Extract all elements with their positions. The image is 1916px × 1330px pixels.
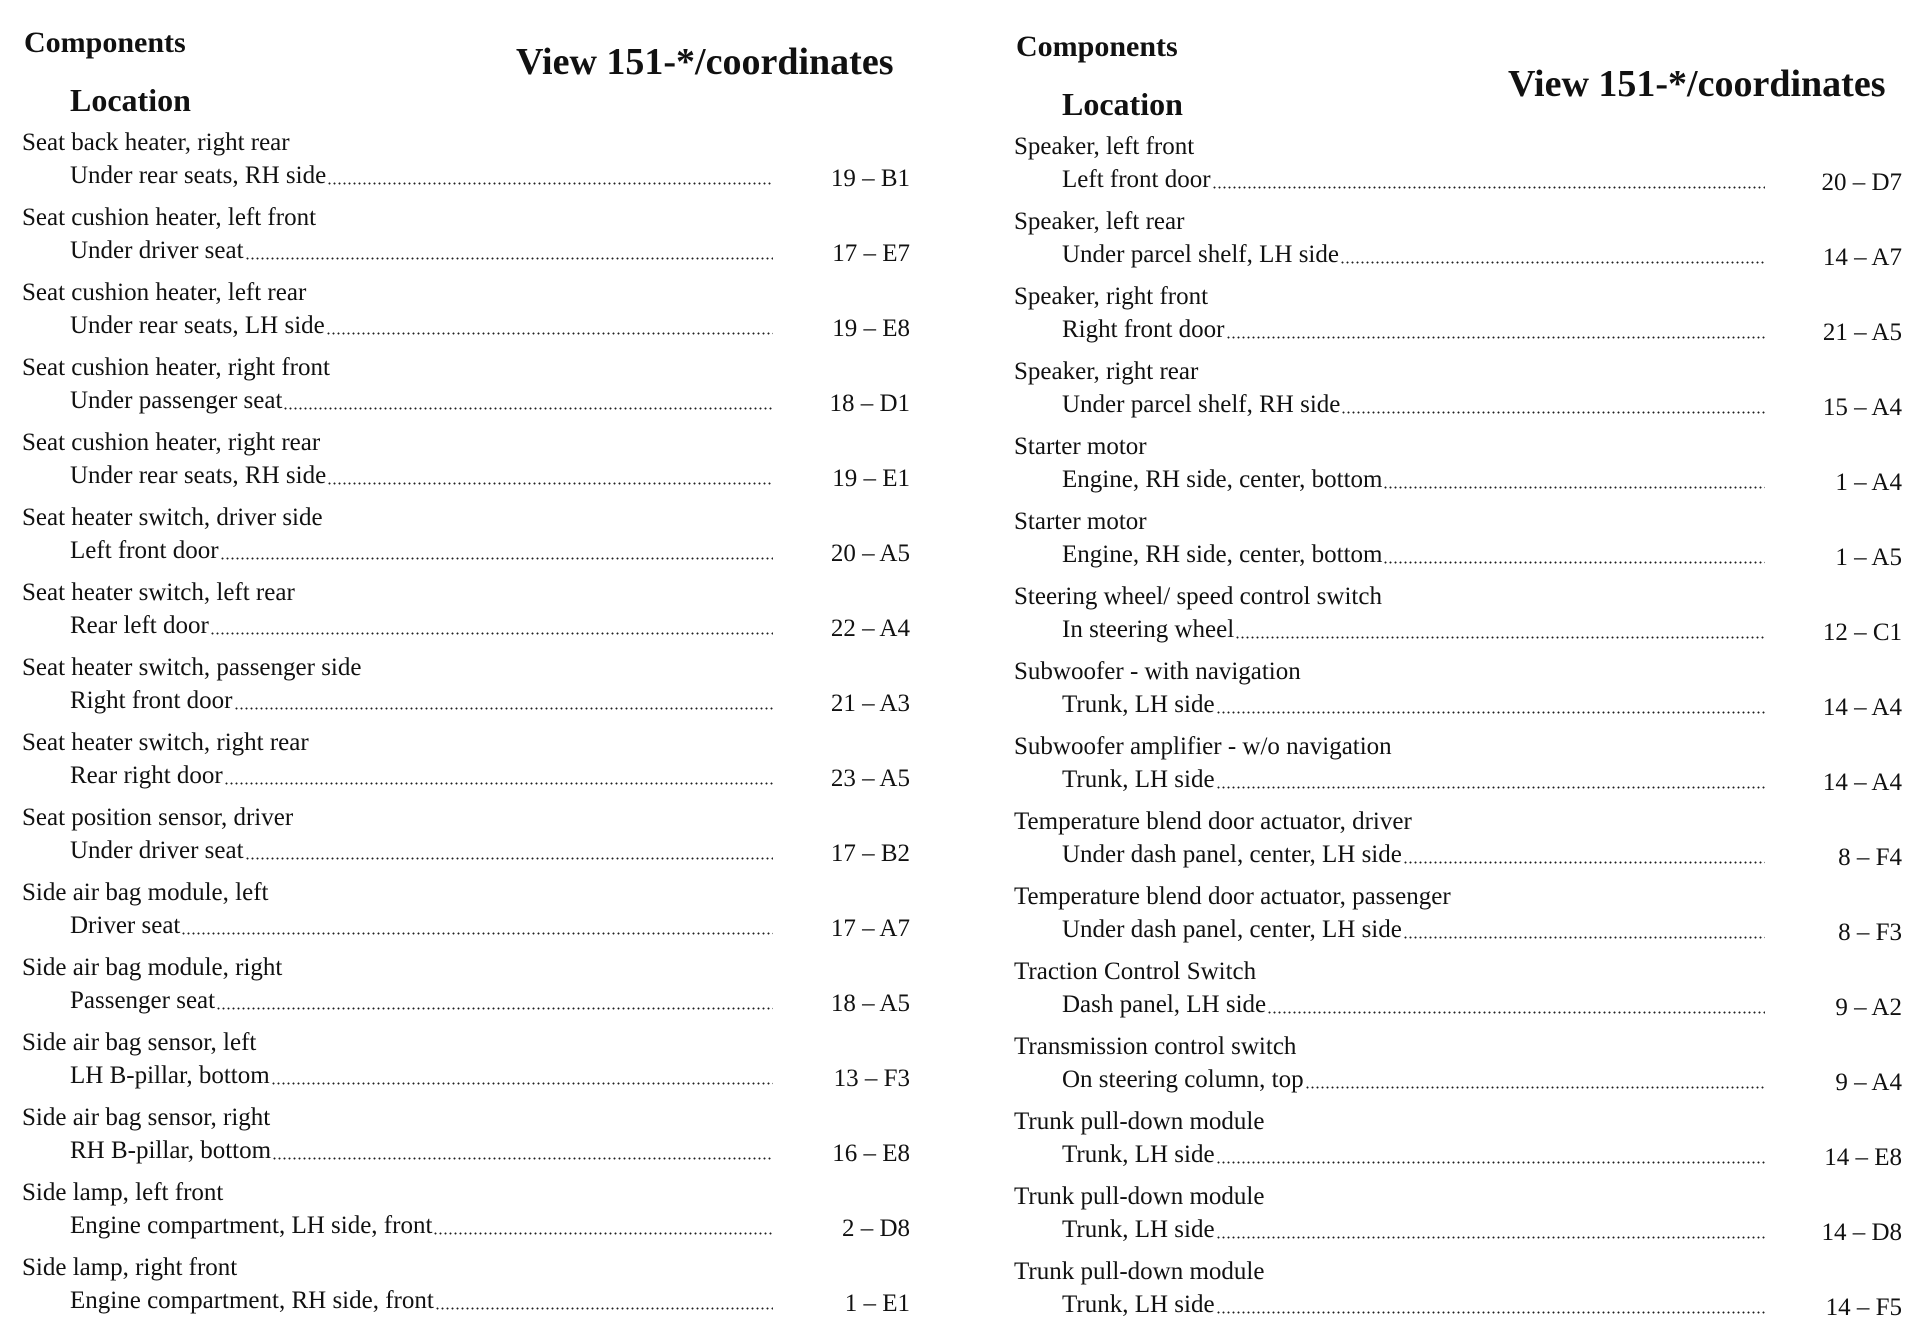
view-coordinate: 22 – A4 <box>830 615 910 642</box>
dot-leader <box>1216 711 1765 714</box>
component-name: Side air bag module, right <box>22 954 283 981</box>
list-item <box>20 426 910 501</box>
dot-leader <box>1212 186 1765 189</box>
list-item <box>20 951 910 1026</box>
view-coordinate: 19 – E1 <box>832 465 910 492</box>
component-name: Trunk pull-down module <box>1014 1258 1265 1285</box>
component-name: Temperature blend door actuator, driver <box>1014 808 1412 835</box>
location-line <box>1062 238 1767 272</box>
list-item <box>1012 205 1902 280</box>
component-location: Trunk, LH side <box>1062 691 1215 718</box>
list-item <box>1012 580 1902 655</box>
dot-leader <box>1216 786 1765 789</box>
location-line <box>1062 988 1767 1022</box>
list-item <box>1012 805 1902 880</box>
location-line <box>70 1209 775 1243</box>
view-coordinates-heading: View 151-*/coordinates <box>516 41 894 83</box>
components-heading: Components <box>24 26 186 59</box>
location-line <box>1062 1288 1767 1322</box>
list-item <box>1012 280 1902 355</box>
component-name: Side lamp, right front <box>22 1254 238 1281</box>
component-location: Under dash panel, center, LH side <box>1062 916 1402 943</box>
component-name: Transmission control switch <box>1014 1033 1297 1060</box>
component-name: Side lamp, left front <box>22 1179 224 1206</box>
list-item <box>1012 505 1902 580</box>
dot-leader <box>327 182 773 185</box>
component-location: Dash panel, LH side <box>1062 991 1267 1018</box>
view-coordinate: 17 – E7 <box>832 240 910 267</box>
view-coordinate: 14 – A4 <box>1822 694 1902 721</box>
location-line <box>70 309 775 343</box>
view-coordinate: 18 – D1 <box>829 390 910 417</box>
dot-leader <box>1267 1011 1765 1014</box>
location-line <box>1062 163 1767 197</box>
location-line <box>1062 538 1767 572</box>
left-column <box>20 0 910 1328</box>
dot-leader <box>1341 411 1765 414</box>
dot-leader <box>1403 936 1765 939</box>
dot-leader <box>326 332 773 335</box>
location-line <box>70 909 775 943</box>
location-line <box>1062 1213 1767 1247</box>
list-item <box>1012 1180 1902 1255</box>
component-location: Rear left door <box>70 612 209 639</box>
component-location: Trunk, LH side <box>1062 766 1215 793</box>
location-line <box>1062 838 1767 872</box>
dot-leader <box>224 782 773 785</box>
list-item <box>20 1251 910 1326</box>
list-item <box>1012 655 1902 730</box>
component-name: Subwoofer - with navigation <box>1014 658 1301 685</box>
location-line <box>70 159 775 193</box>
dot-leader <box>1340 261 1765 264</box>
component-name: Steering wheel/ speed control switch <box>1014 583 1382 610</box>
component-name: Side air bag module, left <box>22 879 269 906</box>
list-item <box>20 126 910 201</box>
list-item <box>1012 1255 1902 1330</box>
location-line <box>1062 913 1767 947</box>
location-line <box>70 1059 775 1093</box>
view-coordinate: 19 – E8 <box>832 315 910 342</box>
location-line <box>70 459 775 493</box>
view-coordinate: 20 – D7 <box>1821 169 1902 196</box>
list-item <box>1012 130 1902 205</box>
dot-leader <box>433 1232 773 1235</box>
list-item <box>1012 355 1902 430</box>
location-line <box>70 684 775 718</box>
location-line <box>1062 1063 1767 1097</box>
component-location: Under parcel shelf, LH side <box>1062 241 1339 268</box>
component-location: Driver seat <box>70 912 181 939</box>
view-coordinate: 14 – A7 <box>1822 244 1902 271</box>
component-location: Trunk, LH side <box>1062 1141 1215 1168</box>
view-coordinate: 12 – C1 <box>1822 619 1902 646</box>
list-item <box>20 651 910 726</box>
component-name: Starter motor <box>1014 433 1147 460</box>
view-coordinate: 1 – E1 <box>844 1290 910 1317</box>
component-name: Seat position sensor, driver <box>22 804 294 831</box>
location-line <box>70 1134 775 1168</box>
component-name: Seat back heater, right rear <box>22 129 290 156</box>
dot-leader <box>245 857 773 860</box>
component-location: Engine, RH side, center, bottom <box>1062 541 1383 568</box>
component-name: Side air bag sensor, right <box>22 1104 271 1131</box>
list-item <box>20 801 910 876</box>
component-list <box>20 126 910 1326</box>
component-location: Under dash panel, center, LH side <box>1062 841 1402 868</box>
view-coordinate: 9 – A2 <box>1835 994 1902 1021</box>
list-item <box>1012 955 1902 1030</box>
component-location: Left front door <box>1062 166 1211 193</box>
component-name: Traction Control Switch <box>1014 958 1257 985</box>
location-line <box>70 759 775 793</box>
location-line <box>70 534 775 568</box>
list-item <box>1012 430 1902 505</box>
component-name: Starter motor <box>1014 508 1147 535</box>
view-coordinate: 17 – B2 <box>830 840 910 867</box>
location-line <box>1062 688 1767 722</box>
list-item <box>20 1026 910 1101</box>
component-name: Subwoofer amplifier - w/o navigation <box>1014 733 1392 760</box>
dot-leader <box>220 557 773 560</box>
component-location: Under rear seats, LH side <box>70 312 325 339</box>
component-name: Seat cushion heater, right rear <box>22 429 321 456</box>
dot-leader <box>216 1007 773 1010</box>
view-coordinate: 8 – F4 <box>1838 844 1902 871</box>
component-location: Right front door <box>1062 316 1225 343</box>
dot-leader <box>181 932 773 935</box>
component-location: On steering column, top <box>1062 1066 1304 1093</box>
dot-leader <box>435 1307 773 1310</box>
dot-leader <box>245 257 773 260</box>
component-location: Under driver seat <box>70 237 244 264</box>
component-name: Temperature blend door actuator, passenger <box>1014 883 1451 910</box>
component-list <box>1012 130 1902 1330</box>
component-name: Seat cushion heater, right front <box>22 354 330 381</box>
list-item <box>20 351 910 426</box>
view-coordinate: 17 – A7 <box>830 915 910 942</box>
view-coordinate: 1 – A4 <box>1835 469 1902 496</box>
list-item <box>20 201 910 276</box>
component-location: Under parcel shelf, RH side <box>1062 391 1341 418</box>
component-location: In steering wheel <box>1062 616 1235 643</box>
component-name: Trunk pull-down module <box>1014 1108 1265 1135</box>
list-item <box>1012 880 1902 955</box>
component-location: Under driver seat <box>70 837 244 864</box>
component-location: Left front door <box>70 537 219 564</box>
view-coordinate: 15 – A4 <box>1822 394 1902 421</box>
location-line <box>1062 1138 1767 1172</box>
dot-leader <box>272 1157 773 1160</box>
view-coordinate: 18 – A5 <box>830 990 910 1017</box>
dot-leader <box>1235 636 1765 639</box>
dot-leader <box>210 632 773 635</box>
component-location: Engine, RH side, center, bottom <box>1062 466 1383 493</box>
component-name: Speaker, right front <box>1014 283 1209 310</box>
component-location: RH B-pillar, bottom <box>70 1137 272 1164</box>
dot-leader <box>1226 336 1766 339</box>
view-coordinate: 8 – F3 <box>1838 919 1902 946</box>
dot-leader <box>1216 1161 1765 1164</box>
component-location: Under rear seats, RH side <box>70 462 327 489</box>
view-coordinate: 14 – F5 <box>1825 1294 1902 1321</box>
dot-leader <box>1216 1311 1765 1314</box>
component-location: Engine compartment, RH side, front <box>70 1287 434 1314</box>
view-coordinate: 1 – A5 <box>1835 544 1902 571</box>
dot-leader <box>283 407 773 410</box>
right-column <box>1012 0 1902 1328</box>
location-line <box>70 984 775 1018</box>
component-name: Seat heater switch, driver side <box>22 504 323 531</box>
component-name: Trunk pull-down module <box>1014 1183 1265 1210</box>
list-item <box>20 501 910 576</box>
view-coordinate: 14 – D8 <box>1821 1219 1902 1246</box>
list-item <box>1012 1030 1902 1105</box>
list-item <box>1012 1105 1902 1180</box>
list-item <box>20 1101 910 1176</box>
dot-leader <box>271 1082 773 1085</box>
view-coordinate: 13 – F3 <box>833 1065 910 1092</box>
location-line <box>1062 613 1767 647</box>
component-name: Seat heater switch, left rear <box>22 579 295 606</box>
location-line <box>1062 463 1767 497</box>
component-name: Seat heater switch, right rear <box>22 729 309 756</box>
dot-leader <box>1216 1236 1765 1239</box>
component-location: Under passenger seat <box>70 387 283 414</box>
view-coordinate: 14 – E8 <box>1824 1144 1902 1171</box>
component-location: Trunk, LH side <box>1062 1291 1215 1318</box>
view-coordinate: 20 – A5 <box>830 540 910 567</box>
view-coordinate: 2 – D8 <box>841 1215 910 1242</box>
component-name: Seat heater switch, passenger side <box>22 654 362 681</box>
location-line <box>1062 763 1767 797</box>
view-coordinate: 23 – A5 <box>830 765 910 792</box>
view-coordinate: 19 – B1 <box>830 165 910 192</box>
location-heading: Location <box>70 82 191 118</box>
location-heading: Location <box>1062 86 1183 122</box>
location-line <box>70 834 775 868</box>
component-location: Under rear seats, RH side <box>70 162 327 189</box>
location-line <box>70 234 775 268</box>
view-coordinate: 16 – E8 <box>832 1140 910 1167</box>
list-item <box>20 276 910 351</box>
list-item <box>20 876 910 951</box>
list-item <box>20 726 910 801</box>
component-location: Right front door <box>70 687 233 714</box>
component-name: Seat cushion heater, left rear <box>22 279 307 306</box>
location-line <box>70 609 775 643</box>
dot-leader <box>234 707 774 710</box>
component-location: Rear right door <box>70 762 223 789</box>
view-coordinate: 21 – A5 <box>1822 319 1902 346</box>
view-coordinate: 14 – A4 <box>1822 769 1902 796</box>
view-coordinate: 9 – A4 <box>1835 1069 1902 1096</box>
view-coordinate: 21 – A3 <box>830 690 910 717</box>
list-item <box>20 576 910 651</box>
components-heading: Components <box>1016 30 1178 63</box>
component-location: Passenger seat <box>70 987 216 1014</box>
component-name: Speaker, left rear <box>1014 208 1185 235</box>
location-line <box>1062 388 1767 422</box>
component-name: Seat cushion heater, left front <box>22 204 317 231</box>
dot-leader <box>327 482 773 485</box>
dot-leader <box>1383 486 1765 489</box>
location-line <box>70 1284 775 1318</box>
component-location: Engine compartment, LH side, front <box>70 1212 433 1239</box>
location-line <box>70 384 775 418</box>
component-name: Speaker, left front <box>1014 133 1195 160</box>
dot-leader <box>1383 561 1765 564</box>
list-item <box>20 1176 910 1251</box>
component-name: Side air bag sensor, left <box>22 1029 257 1056</box>
list-item <box>1012 730 1902 805</box>
location-line <box>1062 313 1767 347</box>
component-location: Trunk, LH side <box>1062 1216 1215 1243</box>
view-coordinates-heading: View 151-*/coordinates <box>1508 63 1886 105</box>
dot-leader <box>1305 1086 1765 1089</box>
component-location: LH B-pillar, bottom <box>70 1062 270 1089</box>
component-name: Speaker, right rear <box>1014 358 1199 385</box>
dot-leader <box>1403 861 1765 864</box>
